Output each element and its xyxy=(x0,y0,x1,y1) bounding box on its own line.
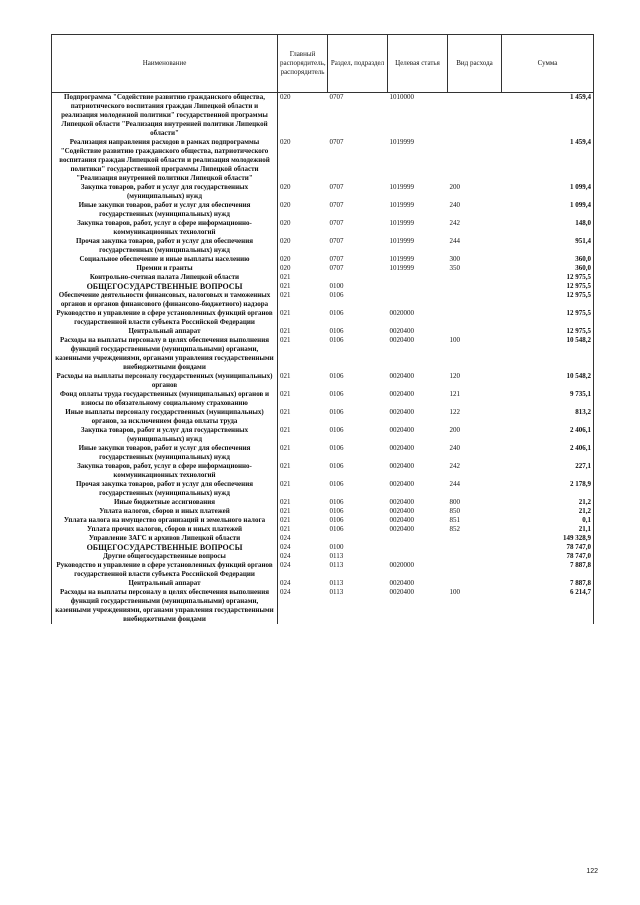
table-row xyxy=(52,201,594,219)
cell-expense-type: 200 xyxy=(449,183,460,191)
cell-name: Контрольно-счетная палата Липецкой области xyxy=(52,273,278,282)
cell-expense-type: 121 xyxy=(449,390,460,398)
cell-section: 0106 xyxy=(329,516,344,524)
table-row xyxy=(52,579,594,588)
cell-target-article: 0020000 xyxy=(389,309,414,317)
table-row xyxy=(52,552,594,561)
cell-target-article: 0020400 xyxy=(389,498,414,506)
cell-expense-type: 800 xyxy=(449,498,460,506)
cell-name: Центральный аппарат xyxy=(52,579,278,588)
cell-sum: 1 459,4 xyxy=(502,93,594,139)
table-row xyxy=(52,444,594,462)
table-row xyxy=(52,93,594,139)
cell-expense-type: 350 xyxy=(449,264,460,272)
cell-target-article: 0020400 xyxy=(389,426,414,434)
cell-name: Премии и гранты xyxy=(52,264,278,273)
cell-name: Иные выплаты персоналу государственных (муниципальных) органов, за исключением фонда оплаты труда xyxy=(52,408,278,426)
cell-sum: 1 099,4 xyxy=(502,183,594,201)
cell-sum: 12 975,5 xyxy=(502,327,594,336)
cell-target-article: 1019999 xyxy=(389,237,414,245)
cell-name: Фонд оплаты труда государственных (муниципальных) органов и взносы по обязательному социальному страхованию xyxy=(52,390,278,408)
cell-expense-type: 240 xyxy=(449,201,460,209)
cell-section: 0113 xyxy=(329,579,344,587)
cell-expense-type: 100 xyxy=(449,336,460,344)
table-body xyxy=(52,93,594,625)
table-row xyxy=(52,561,594,579)
cell-expense-type xyxy=(448,93,502,139)
cell-name: Центральный аппарат xyxy=(52,327,278,336)
cell-main-manager: 020 xyxy=(280,183,291,191)
cell-name: Закупка товаров, работ и услуг для государственных (муниципальных) нужд xyxy=(52,426,278,444)
cell-name: ОБЩЕГОСУДАРСТВЕННЫЕ ВОПРОСЫ xyxy=(52,543,278,552)
cell-target-article: 0020400 xyxy=(389,525,414,533)
cell-target-article: 0020400 xyxy=(389,327,414,335)
cell-main-manager: 024 xyxy=(280,543,291,551)
cell-main-manager: 024 xyxy=(280,561,291,569)
cell-name: Уплата налога на имущество организаций и земельного налога xyxy=(52,516,278,525)
cell-sum: 12 975,5 xyxy=(502,309,594,327)
cell-target-article xyxy=(388,534,448,543)
cell-sum: 10 548,2 xyxy=(502,372,594,390)
cell-target-article: 0020400 xyxy=(389,372,414,380)
cell-section: 0106 xyxy=(329,525,344,533)
cell-target-article: 0020400 xyxy=(389,444,414,452)
table-row xyxy=(52,588,594,624)
cell-section: 0106 xyxy=(329,309,344,317)
cell-name: Прочая закупка товаров, работ и услуг для обеспечения государственных (муниципальных) нужд xyxy=(52,237,278,255)
cell-expense-type: 852 xyxy=(449,525,460,533)
cell-main-manager: 024 xyxy=(280,552,291,560)
cell-main-manager: 021 xyxy=(280,516,291,524)
cell-section: 0100 xyxy=(329,543,344,551)
cell-expense-type: 100 xyxy=(449,588,460,596)
cell-name: Управление ЗАГС и архивов Липецкой области xyxy=(52,534,278,543)
cell-section: 0106 xyxy=(329,444,344,452)
table-row xyxy=(52,525,594,534)
table-row xyxy=(52,264,594,273)
cell-name: Расходы на выплаты персоналу в целях обеспечения выполнения функций государственными (муниципальными) органами, казенными учреждениями, органами управления государственными внебюджетными фондами xyxy=(52,588,278,624)
table-row xyxy=(52,309,594,327)
cell-section: 0113 xyxy=(329,552,344,560)
table-row xyxy=(52,462,594,480)
cell-section: 0707 xyxy=(329,183,344,191)
cell-expense-type: 300 xyxy=(449,255,460,263)
cell-sum: 7 887,8 xyxy=(502,561,594,579)
cell-sum: 149 328,9 xyxy=(502,534,594,543)
cell-target-article: 1019999 xyxy=(389,138,414,146)
cell-target-article: 0020400 xyxy=(389,480,414,488)
table-row xyxy=(52,543,594,552)
cell-sum: 7 887,8 xyxy=(502,579,594,588)
cell-section: 0707 xyxy=(329,255,344,263)
header-main-manager: Главный распорядитель, распорядитель xyxy=(278,35,328,93)
cell-target-article: 1019999 xyxy=(389,255,414,263)
cell-name: Иные бюджетные ассигнования xyxy=(52,498,278,507)
cell-section: 0106 xyxy=(329,462,344,470)
cell-main-manager: 020 xyxy=(280,93,291,101)
cell-section: 0106 xyxy=(329,336,344,344)
cell-sum: 21,1 xyxy=(502,525,594,534)
cell-main-manager: 020 xyxy=(280,201,291,209)
cell-expense-type xyxy=(448,282,502,291)
cell-expense-type: 200 xyxy=(449,426,460,434)
cell-main-manager: 021 xyxy=(280,462,291,470)
cell-expense-type xyxy=(448,534,502,543)
cell-target-article xyxy=(388,552,448,561)
cell-expense-type xyxy=(448,579,502,588)
table-row xyxy=(52,534,594,543)
cell-main-manager: 021 xyxy=(280,480,291,488)
cell-section: 0106 xyxy=(329,480,344,488)
cell-section xyxy=(328,534,388,543)
cell-sum: 12 975,5 xyxy=(502,291,594,309)
table-row xyxy=(52,390,594,408)
cell-expense-type xyxy=(448,543,502,552)
table-row xyxy=(52,138,594,183)
cell-section: 0106 xyxy=(329,327,344,335)
cell-sum: 227,1 xyxy=(502,462,594,480)
table-row xyxy=(52,237,594,255)
cell-main-manager: 020 xyxy=(280,138,291,146)
cell-section: 0113 xyxy=(329,588,344,596)
cell-target-article: 0020400 xyxy=(389,336,414,344)
cell-section: 0106 xyxy=(329,408,344,416)
cell-sum: 78 747,0 xyxy=(502,552,594,561)
cell-target-article: 1019999 xyxy=(389,183,414,191)
table-row xyxy=(52,291,594,309)
cell-section: 0707 xyxy=(329,264,344,272)
budget-table xyxy=(51,34,594,624)
cell-main-manager: 020 xyxy=(280,255,291,263)
cell-sum: 0,1 xyxy=(502,516,594,525)
cell-target-article: 0020400 xyxy=(389,516,414,524)
cell-name: Прочая закупка товаров, работ и услуг для обеспечения государственных (муниципальных) нужд xyxy=(52,480,278,498)
cell-expense-type: 850 xyxy=(449,507,460,515)
cell-name: Уплата налогов, сборов и иных платежей xyxy=(52,507,278,516)
cell-section: 0106 xyxy=(329,372,344,380)
cell-sum: 6 214,7 xyxy=(502,588,594,624)
header-expense-type: Вид расхода xyxy=(448,35,502,93)
table-row xyxy=(52,327,594,336)
header-section: Раздел, подраздел xyxy=(328,35,388,93)
cell-main-manager: 021 xyxy=(280,336,291,344)
table-row xyxy=(52,426,594,444)
table-row xyxy=(52,516,594,525)
cell-name: Уплата прочих налогов, сборов и иных платежей xyxy=(52,525,278,534)
cell-target-article: 1019999 xyxy=(389,264,414,272)
cell-expense-type: 122 xyxy=(449,408,460,416)
cell-main-manager: 020 xyxy=(280,219,291,227)
table-row xyxy=(52,183,594,201)
table-row xyxy=(52,273,594,282)
cell-main-manager: 021 xyxy=(280,444,291,452)
page-number: 122 xyxy=(586,868,598,875)
cell-sum: 951,4 xyxy=(502,237,594,255)
cell-target-article: 0020400 xyxy=(389,507,414,515)
cell-expense-type xyxy=(448,327,502,336)
cell-main-manager: 021 xyxy=(280,372,291,380)
cell-name: Закупка товаров, работ и услуг для государственных (муниципальных) нужд xyxy=(52,183,278,201)
cell-sum: 78 747,0 xyxy=(502,543,594,552)
cell-section: 0106 xyxy=(329,507,344,515)
cell-main-manager: 024 xyxy=(280,579,291,587)
table-row xyxy=(52,372,594,390)
cell-expense-type xyxy=(448,273,502,282)
cell-target-article: 0020400 xyxy=(389,408,414,416)
cell-target-article: 0020400 xyxy=(389,579,414,587)
cell-main-manager: 021 xyxy=(280,327,291,335)
cell-expense-type: 851 xyxy=(449,516,460,524)
table-header-row xyxy=(52,35,594,93)
cell-expense-type xyxy=(448,561,502,579)
cell-target-article: 0020400 xyxy=(389,588,414,596)
cell-target-article: 0020400 xyxy=(389,390,414,398)
cell-main-manager: 021 xyxy=(280,273,291,281)
cell-target-article: 0020400 xyxy=(389,462,414,470)
cell-sum: 12 975,5 xyxy=(502,273,594,282)
cell-expense-type: 244 xyxy=(449,480,460,488)
cell-main-manager: 021 xyxy=(280,390,291,398)
cell-name: Расходы на выплаты персоналу в целях обеспечения выполнения функций государственными (муниципальными) органами, казенными учреждениями, органами управления государственными внебюджетными фондами xyxy=(52,336,278,372)
cell-expense-type: 242 xyxy=(449,219,460,227)
cell-name: Руководство и управление в сфере установленных функций органов государственной власти субъекта Российской Федерации xyxy=(52,561,278,579)
table-row xyxy=(52,219,594,237)
table-row xyxy=(52,336,594,372)
cell-expense-type xyxy=(448,309,502,327)
cell-section: 0106 xyxy=(329,426,344,434)
cell-main-manager: 020 xyxy=(280,264,291,272)
cell-target-article: 1019999 xyxy=(389,219,414,227)
header-target-article: Целевая статья xyxy=(388,35,448,93)
cell-expense-type: 244 xyxy=(449,237,460,245)
cell-sum: 21,2 xyxy=(502,507,594,516)
table-row xyxy=(52,408,594,426)
cell-target-article xyxy=(388,291,448,309)
cell-sum: 2 406,1 xyxy=(502,444,594,462)
table-row xyxy=(52,282,594,291)
cell-target-article: 1019999 xyxy=(389,201,414,209)
cell-section: 0707 xyxy=(329,138,344,146)
cell-expense-type: 242 xyxy=(449,462,460,470)
cell-name: Иные закупки товаров, работ и услуг для обеспечения государственных (муниципальных) нужд xyxy=(52,444,278,462)
cell-sum: 9 735,1 xyxy=(502,390,594,408)
cell-name: Руководство и управление в сфере установленных функций органов государственной власти субъекта Российской Федерации xyxy=(52,309,278,327)
cell-expense-type: 240 xyxy=(449,444,460,452)
cell-main-manager: 021 xyxy=(280,309,291,317)
cell-main-manager: 024 xyxy=(280,534,291,542)
cell-name: Реализация направления расходов в рамках подпрограммы "Содействие развитию гражданского общества, патриотического воспитания граждан Липецкой области и реализация молодежной политики" государственной программы Липецкой области "Реализация внутренней политики Липецкой области" xyxy=(52,138,278,183)
cell-target-article: 1010000 xyxy=(389,93,414,101)
cell-sum: 12 975,5 xyxy=(502,282,594,291)
cell-target-article xyxy=(388,273,448,282)
cell-target-article: 0020000 xyxy=(389,561,414,569)
cell-sum: 360,0 xyxy=(502,255,594,264)
cell-section: 0707 xyxy=(329,237,344,245)
cell-main-manager: 024 xyxy=(280,588,291,596)
cell-sum: 360,0 xyxy=(502,264,594,273)
cell-name: Закупка товаров, работ, услуг в сфере информационно-коммуникационных технологий xyxy=(52,219,278,237)
cell-main-manager: 020 xyxy=(280,237,291,245)
cell-name: Иные закупки товаров, работ и услуг для обеспечения государственных (муниципальных) нужд xyxy=(52,201,278,219)
cell-main-manager: 021 xyxy=(280,507,291,515)
cell-sum: 148,0 xyxy=(502,219,594,237)
cell-section: 0106 xyxy=(329,498,344,506)
cell-sum: 813,2 xyxy=(502,408,594,426)
cell-sum: 2 178,9 xyxy=(502,480,594,498)
cell-sum: 2 406,1 xyxy=(502,426,594,444)
cell-name: Закупка товаров, работ, услуг в сфере информационно-коммуникационных технологий xyxy=(52,462,278,480)
cell-name: Другие общегосударственные вопросы xyxy=(52,552,278,561)
cell-expense-type: 120 xyxy=(449,372,460,380)
table-row xyxy=(52,480,594,498)
cell-section: 0106 xyxy=(329,390,344,398)
cell-target-article xyxy=(388,543,448,552)
header-sum: Сумма xyxy=(502,35,594,93)
cell-section: 0106 xyxy=(329,291,344,299)
cell-section: 0113 xyxy=(329,561,344,569)
cell-main-manager: 021 xyxy=(280,426,291,434)
cell-name: Обеспечение деятельности финансовых, налоговых и таможенных органов и органов финансового (финансово-бюджетного) надзора xyxy=(52,291,278,309)
table-row xyxy=(52,255,594,264)
header-name: Наименование xyxy=(52,35,278,93)
cell-sum: 10 548,2 xyxy=(502,336,594,372)
table-row xyxy=(52,498,594,507)
cell-main-manager: 021 xyxy=(280,282,291,290)
cell-target-article xyxy=(388,282,448,291)
cell-expense-type xyxy=(448,291,502,309)
cell-expense-type xyxy=(448,138,502,183)
cell-name: Подпрограмма "Содействие развитию гражданского общества, патриотического воспитания граждан Липецкой области и реализация молодежной политики" государственной программы Липецкой области "Реализация внутренней политики Липецкой области" xyxy=(52,93,278,139)
cell-main-manager: 021 xyxy=(280,525,291,533)
cell-section: 0707 xyxy=(329,93,344,101)
cell-name: Расходы на выплаты персоналу государственных (муниципальных) органов xyxy=(52,372,278,390)
cell-expense-type xyxy=(448,552,502,561)
cell-sum: 21,2 xyxy=(502,498,594,507)
table-row xyxy=(52,507,594,516)
cell-section: 0707 xyxy=(329,219,344,227)
cell-main-manager: 021 xyxy=(280,291,291,299)
cell-sum: 1 099,4 xyxy=(502,201,594,219)
cell-section: 0100 xyxy=(329,282,344,290)
cell-main-manager: 021 xyxy=(280,498,291,506)
cell-section: 0707 xyxy=(329,201,344,209)
cell-main-manager: 021 xyxy=(280,408,291,416)
cell-section xyxy=(328,273,388,282)
cell-name: Социальное обеспечение и иные выплаты населению xyxy=(52,255,278,264)
cell-sum: 1 459,4 xyxy=(502,138,594,183)
cell-name: ОБЩЕГОСУДАРСТВЕННЫЕ ВОПРОСЫ xyxy=(52,282,278,291)
